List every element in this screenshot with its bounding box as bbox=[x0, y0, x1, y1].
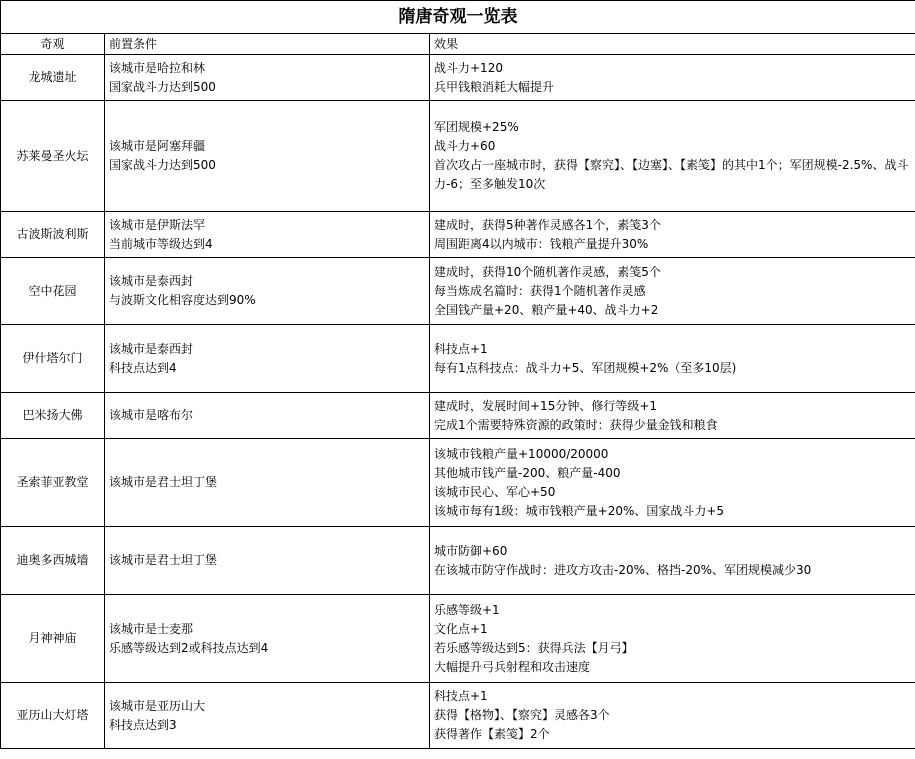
condition-line: 该城市是泰西封 bbox=[109, 274, 194, 288]
table-row bbox=[1, 55, 915, 101]
effects-cell bbox=[430, 439, 915, 527]
effects-cell bbox=[430, 683, 915, 749]
wonder-name: 迪奥多西城墙 bbox=[1, 527, 105, 595]
effects-cell bbox=[430, 212, 915, 258]
conditions-cell bbox=[105, 527, 430, 595]
effect-line: 兵甲钱粮消耗大幅提升 bbox=[434, 79, 555, 94]
effect-line: 建成时，获得5种著作灵感各1个，素笺3个 bbox=[434, 217, 661, 232]
table-row bbox=[1, 439, 915, 527]
effects-cell bbox=[430, 325, 915, 393]
wonder-name: 古波斯波利斯 bbox=[1, 212, 105, 258]
condition-line: 该城市是泰西封 bbox=[109, 341, 194, 356]
table-row bbox=[1, 527, 915, 595]
effect-line: 该城市钱粮产量+10000/20000 bbox=[434, 446, 609, 461]
conditions-cell bbox=[105, 439, 430, 527]
effect-line: 首次攻占一座城市时，获得【察究】、【边塞】、【素笺】的其中1个；军团规模-2.5%、战斗力-6；至多触发10次 bbox=[434, 158, 909, 191]
table-row bbox=[1, 258, 915, 325]
condition-line: 该城市是哈拉和林 bbox=[109, 60, 206, 75]
condition-line: 该城市是士麦那 bbox=[109, 621, 194, 636]
header-wonder: 奇观 bbox=[1, 34, 105, 55]
condition-line: 与波斯文化相容度达到90% bbox=[109, 293, 256, 307]
table-row bbox=[1, 683, 915, 749]
header-row bbox=[1, 34, 915, 55]
wonder-name: 月神神庙 bbox=[1, 595, 105, 683]
effect-line: 科技点+1 bbox=[434, 689, 488, 703]
effect-line: 文化点+1 bbox=[434, 621, 488, 636]
conditions-cell bbox=[105, 101, 430, 212]
effects-cell bbox=[430, 258, 915, 325]
effect-line: 在该城市防守作战时：进攻方攻击-20%、格挡-20%、军团规模减少30 bbox=[434, 562, 812, 577]
effect-line: 每当炼成名篇时：获得1个随机著作灵感 bbox=[434, 283, 646, 298]
effect-line: 城市防御+60 bbox=[434, 543, 508, 558]
effects-cell bbox=[430, 527, 915, 595]
effect-line: 完成1个需要特殊资源的政策时：获得少量金钱和粮食 bbox=[434, 417, 718, 432]
effect-line: 周围距离4以内城市：钱粮产量提升30% bbox=[434, 236, 649, 251]
effects-cell bbox=[430, 101, 915, 212]
effects-cell bbox=[430, 55, 915, 101]
conditions-cell bbox=[105, 55, 430, 101]
conditions-cell bbox=[105, 683, 430, 749]
effect-line: 其他城市钱产量-200、粮产量-400 bbox=[434, 465, 621, 480]
wonder-name: 巴米扬大佛 bbox=[1, 393, 105, 439]
effect-line: 获得著作【素笺】2个 bbox=[434, 727, 550, 741]
condition-line: 乐感等级达到2或科技点达到4 bbox=[109, 640, 269, 655]
header-effects: 效果 bbox=[430, 34, 915, 55]
table-row bbox=[1, 393, 915, 439]
effects-cell bbox=[430, 393, 915, 439]
condition-line: 该城市是君士坦丁堡 bbox=[109, 475, 218, 489]
table-row bbox=[1, 325, 915, 393]
conditions-cell bbox=[105, 212, 430, 258]
condition-line: 该城市是伊斯法罕 bbox=[109, 217, 206, 232]
conditions-cell bbox=[105, 325, 430, 393]
condition-line: 国家战斗力达到500 bbox=[109, 158, 216, 172]
effect-line: 该城市民心、军心+50 bbox=[434, 484, 556, 499]
wonder-name: 空中花园 bbox=[1, 258, 105, 325]
condition-line: 国家战斗力达到500 bbox=[109, 79, 216, 94]
effect-line: 全国钱产量+20、粮产量+40、战斗力+2 bbox=[434, 302, 659, 317]
condition-line: 该城市是亚历山大 bbox=[109, 698, 206, 713]
condition-line: 科技点达到4 bbox=[109, 360, 177, 375]
wonder-name: 苏莱曼圣火坛 bbox=[1, 101, 105, 212]
effect-line: 若乐感等级达到5：获得兵法【月弓】 bbox=[434, 640, 634, 655]
wonder-name: 龙城遗址 bbox=[1, 55, 105, 101]
effect-line: 该城市每有1级：城市钱粮产量+20%、国家战斗力+5 bbox=[434, 503, 725, 518]
table-row bbox=[1, 212, 915, 258]
condition-line: 该城市是喀布尔 bbox=[109, 408, 194, 422]
wonder-name: 亚历山大灯塔 bbox=[1, 683, 105, 749]
effect-line: 大幅提升弓兵射程和攻击速度 bbox=[434, 659, 591, 674]
effect-line: 建成时，发展时间+15分钟、修行等级+1 bbox=[434, 398, 658, 413]
conditions-cell bbox=[105, 595, 430, 683]
effect-line: 战斗力+120 bbox=[434, 60, 503, 75]
effects-cell bbox=[430, 595, 915, 683]
wonder-name: 圣索菲亚教堂 bbox=[1, 439, 105, 527]
effect-line: 建成时，获得10个随机著作灵感，素笺5个 bbox=[434, 264, 661, 279]
effect-line: 获得【格物】、【察究】灵感各3个 bbox=[434, 708, 610, 722]
effect-line: 战斗力+60 bbox=[434, 139, 496, 153]
conditions-cell bbox=[105, 393, 430, 439]
conditions-cell bbox=[105, 258, 430, 325]
effect-line: 科技点+1 bbox=[434, 341, 488, 356]
header-conditions: 前置条件 bbox=[105, 34, 430, 55]
wonder-name: 伊什塔尔门 bbox=[1, 325, 105, 393]
table-title: 隋唐奇观一览表 bbox=[1, 1, 915, 34]
condition-line: 该城市是君士坦丁堡 bbox=[109, 553, 218, 567]
table-row bbox=[1, 595, 915, 683]
table-row bbox=[1, 101, 915, 212]
condition-line: 该城市是阿塞拜疆 bbox=[109, 139, 206, 153]
condition-line: 科技点达到3 bbox=[109, 717, 177, 732]
effect-line: 乐感等级+1 bbox=[434, 602, 500, 617]
effect-line: 军团规模+25% bbox=[434, 120, 519, 134]
effect-line: 每有1点科技点：战斗力+5、军团规模+2%（至多10层) bbox=[434, 360, 737, 375]
condition-line: 当前城市等级达到4 bbox=[109, 236, 213, 251]
